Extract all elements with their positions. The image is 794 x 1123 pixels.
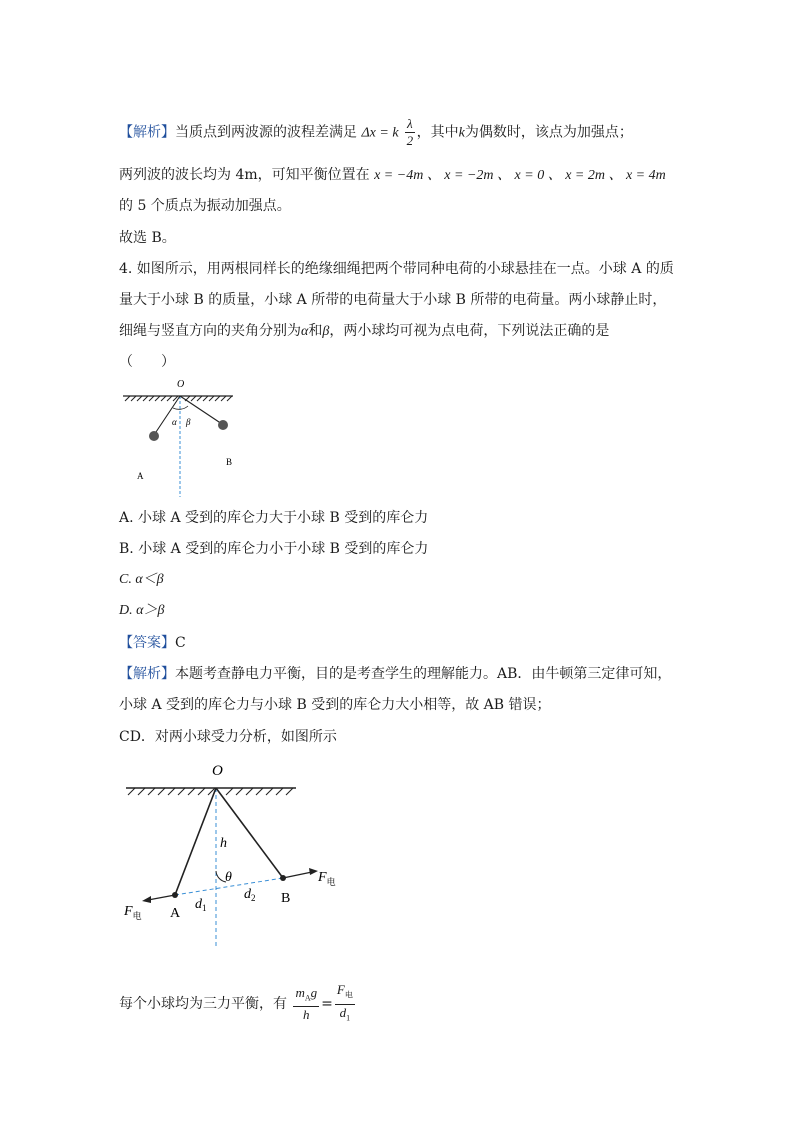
fig2-theta: θ [225,870,232,885]
fig1-label-B: B [226,457,233,467]
analysis2-line-2: 小球 A 受到的库仑力与小球 B 受到的库仑力大小相等，故 AB 错误； [119,697,551,713]
analysis-tag: 【解析】 [119,124,175,141]
fig1-label-O: O [177,379,185,390]
question-4-line-1: 4. 如图所示，用两根同样长的绝缘细绳把两个带同种电荷的小球悬挂在一点。小球 A 的质 [119,261,674,277]
question-4-line-2: 量大于小球 B 的质量，小球 A 所带的电荷量大于小球 B 所带的电荷量。两小球静止时， [119,292,667,308]
fig2-label-B: B [281,891,291,906]
question-4-line-3 [119,321,609,342]
fig2-F-right: $F_电$ [318,870,336,887]
x-values: x = −4m 、 x = −2m 、 x = 0 、 x = 2m 、 x = 4m [374,168,666,183]
sub-1: 1 [346,1013,351,1023]
fraction-left [293,985,319,1024]
fig2-d2: $d_2$ [244,887,256,903]
var-k: k [458,125,465,141]
text: 当质点到两波源的波程差满足 [175,124,357,141]
frac-den: 2 [406,133,414,148]
answer-value: C [175,635,186,651]
answer-tag: 【答案】 [119,635,175,651]
force-diagram-figure-2 [118,755,358,950]
fig1-beta: β [186,417,191,427]
text: ，两小球均可视为点电荷，下列说法正确的是 [329,323,610,339]
fig2-d1: $d_1$ [195,897,207,913]
fraction-lambda-over-2 [405,116,415,149]
ball-b [218,420,228,430]
h: h [303,1007,310,1023]
option-c: C. α＜β [119,572,164,587]
fig2-h: h [220,836,227,851]
sub-a: A [304,993,311,1003]
text: 和 [308,323,323,339]
text: 两列波的波长均为 4m，可知平衡位置在 [119,167,370,183]
pendulum-figure-1 [115,375,245,500]
option-a: A. 小球 A 受到的库仑力大于小球 B 受到的库仑力 [119,510,429,526]
option-b: B. 小球 A 受到的库仑力小于小球 B 受到的库仑力 [119,541,429,557]
analysis2-line-3: CD．对两小球受力分析，如图所示 [119,729,337,745]
string-b [216,788,283,878]
beta: β [322,324,330,339]
wavelength-line [119,165,666,186]
string-a [154,396,180,435]
text: ，其中 [416,124,459,141]
text: 本题考查静电力平衡，目的是考查学生的理解能力。AB．由牛顿第三定律可知， [175,666,672,682]
fig2-F-left: $F_电$ [124,904,142,921]
final-equation-line [119,982,357,1026]
answer-paren: （ ） [119,354,175,370]
g: g [310,984,318,1000]
text: 每个小球均为三力平衡，有 [119,996,287,1013]
fraction-right [335,982,355,1026]
option-d: D. α＞β [119,603,165,618]
analysis-line-1 [119,116,633,149]
m: m [295,984,305,1000]
fig1-alpha: α [172,417,177,427]
string-a [175,788,216,895]
answer-line [119,633,186,653]
frac-num: λ [407,116,413,131]
d: d [339,1004,347,1020]
text: 细绳与竖直方向的夹角分别为 [119,323,301,339]
ball-a [149,431,159,441]
wavelength-line-2: 的 5 个质点为振动加强点。 [119,198,291,214]
formula-lhs: Δx = k [361,125,399,141]
analysis2-line-1 [119,664,671,684]
fig2-label-A: A [170,906,181,921]
choose-b: 故选 B。 [119,230,176,246]
sub-dian: 电 [344,990,353,1000]
equals: = [321,996,333,1013]
analysis2-tag: 【解析】 [119,666,175,682]
fig2-label-O: O [212,763,223,779]
text: 为偶数时，该点为加强点； [464,124,633,141]
alpha: α [301,324,309,339]
F: F [336,982,345,997]
fig1-label-A: A [137,471,144,481]
